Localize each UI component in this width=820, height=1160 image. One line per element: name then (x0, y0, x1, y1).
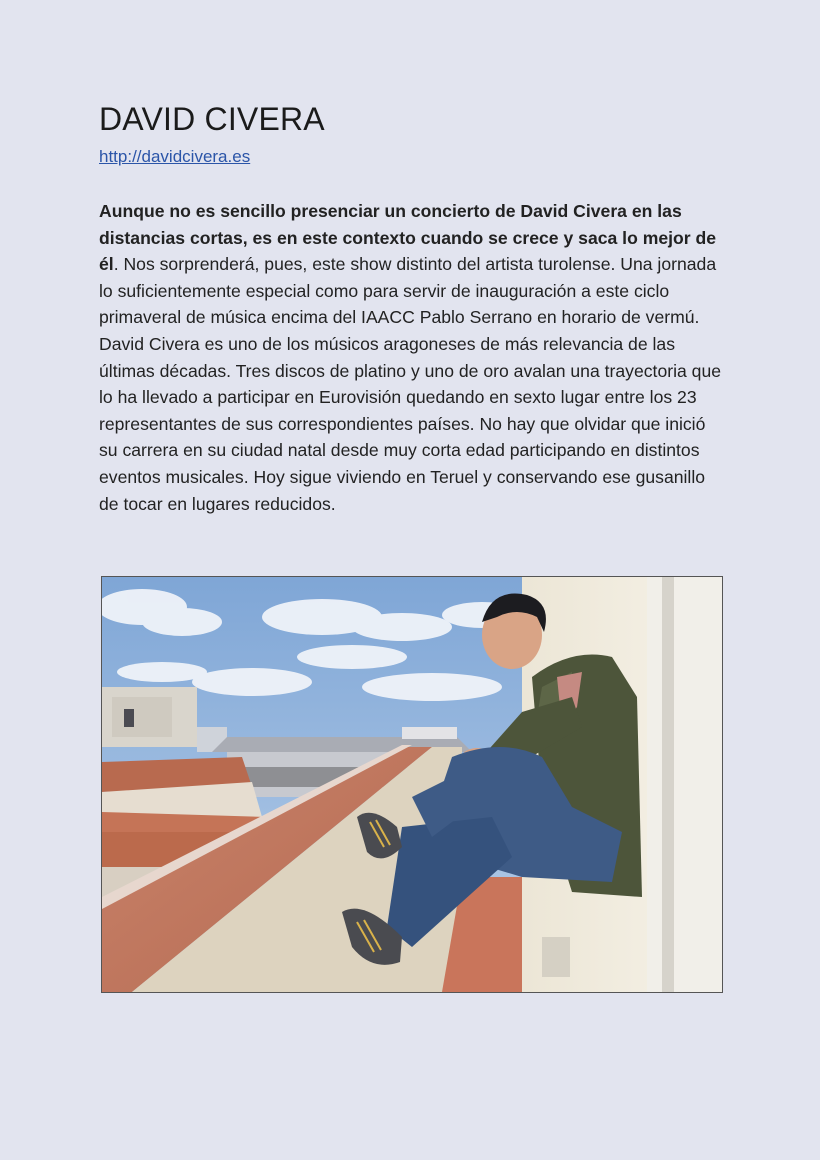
page-title: DAVID CIVERA (99, 101, 325, 137)
artist-photo (101, 576, 723, 993)
article-paragraph (99, 198, 724, 517)
website-link[interactable]: http://davidcivera.es (99, 147, 251, 166)
lead-bold-text: Aunque no es sencillo presenciar un concierto de David Civera en las distancias cortas, es en este contexto cuando se crece y saca lo mejor de él (99, 201, 717, 275)
body-text-rest: . Nos sorprenderá, pues, este show distinto del artista turolense. Una jornada lo suficientemente especial como para servir de inauguración a este ciclo primaveral de música encima del IAACC Pablo Serrano en horario de vermú. David Civera es uno de los músicos aragoneses de más relevancia de las últimas décadas. Tres discos de platino y uno de oro avalan una trayectoria que lo ha llevado a participar en Eurovisión quedando en sexto lugar entre los 23 representantes de sus correspondientes países. No hay que olvidar que inició su carrera en su ciudad natal desde muy corta edad participando en distintos eventos musicales. Hoy sigue viviendo en Teruel y conservando ese gusanillo de tocar en lugares reducidos. (99, 254, 722, 514)
